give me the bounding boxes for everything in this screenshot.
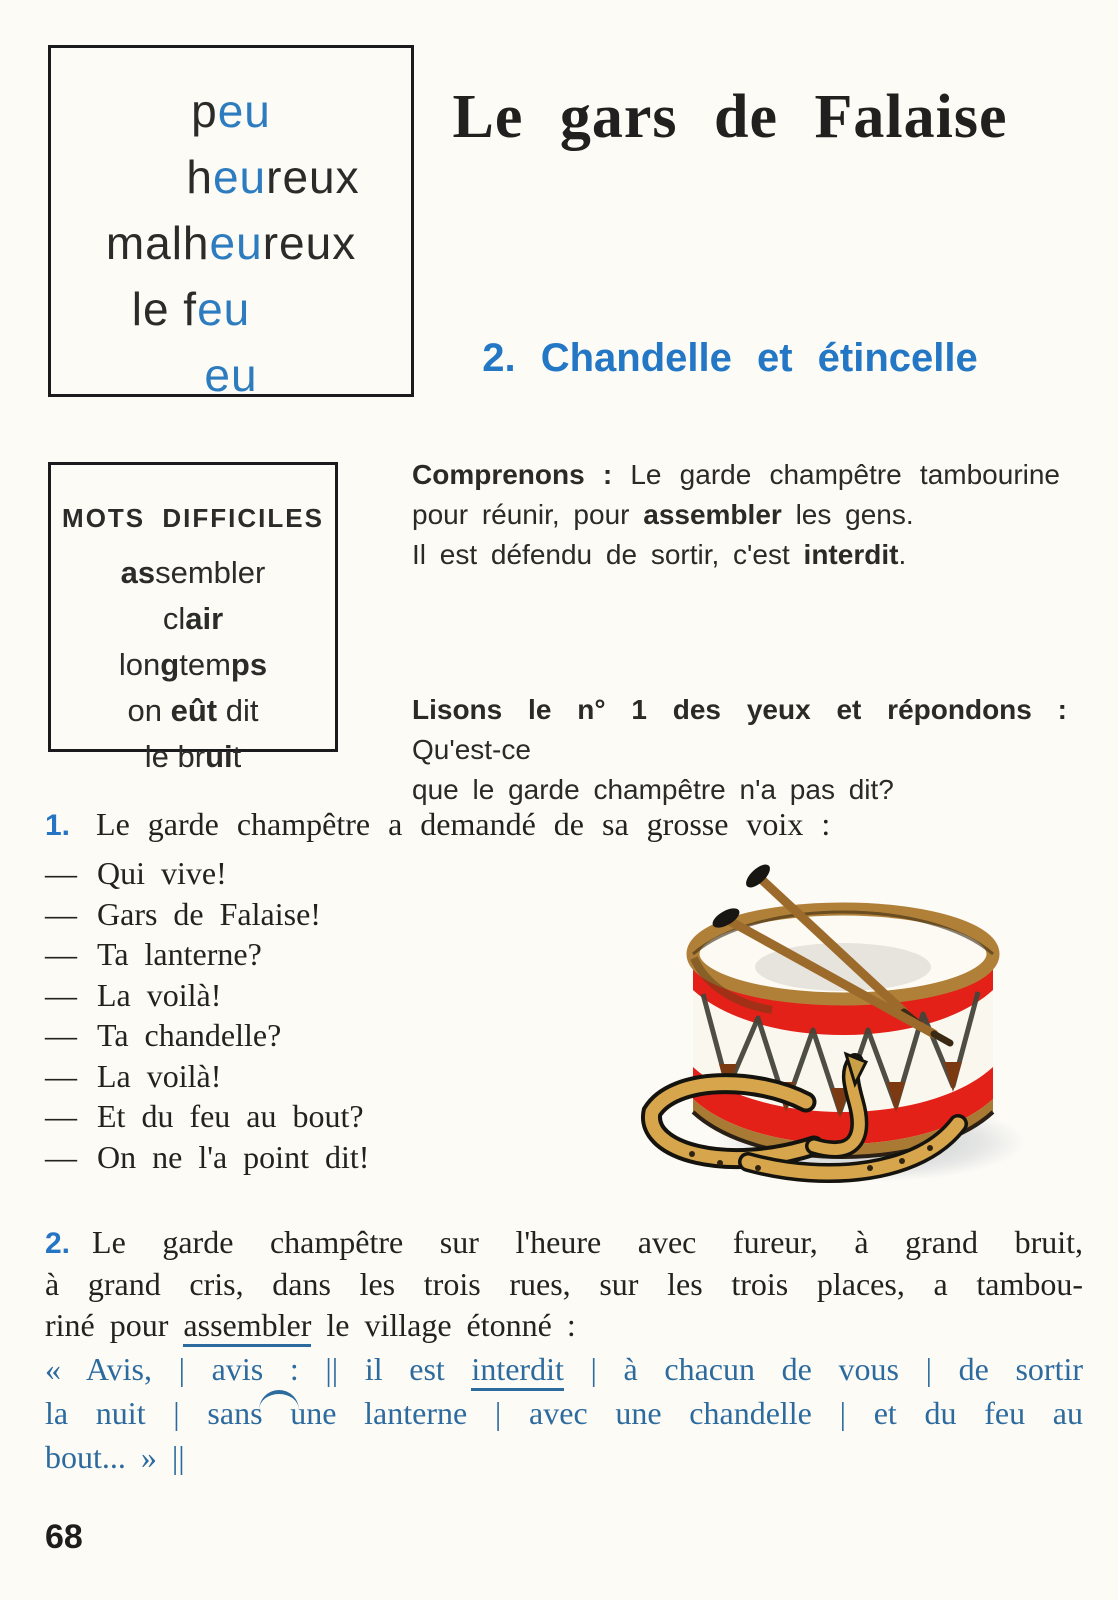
dialogue-line [45,934,369,975]
dialogue-dash: — [45,1057,77,1094]
text-line [412,690,1067,770]
text-segment: ui [205,739,233,774]
text-segment: lon [118,647,161,682]
page-number: 68 [45,1518,83,1556]
dialogue-line [45,1096,369,1137]
text-segment: . [898,539,907,570]
text-segment: reux [262,217,357,269]
lesson-heading: 2. Chandelle et étincelle [482,336,978,381]
text-segment: lanterne | avec une chandelle | et du feu au [336,1395,1084,1431]
text-segment: eu [197,283,251,335]
text-segment: Lisons le n° 1 des yeux et répondons : [412,694,1067,725]
text-segment: 2. [45,1227,71,1260]
dialogue-dash: — [45,855,77,891]
text-line [45,1305,1083,1346]
text-segment: « Avis, | avis : || il est [45,1351,472,1387]
text-segment: eu [204,349,258,401]
text-segment: Il est défendu de sortir, c'est [412,539,804,570]
text-segment: eu [212,151,267,203]
dialogue-line [45,1137,369,1178]
dialogue-dash: — [45,1138,77,1175]
page-title: Le gars de Falaise [452,82,1008,151]
text-segment: la nuit | [45,1395,208,1431]
dialogue-line [45,853,369,894]
text-line [51,734,335,780]
text-segment: assembler [643,499,782,530]
text-segment: eût [170,693,218,728]
dialogue-dash: — [45,936,77,972]
text-segment: le br [144,739,206,774]
reading-instruction [412,690,1067,810]
dialogue-text: On ne l'a point dit! [97,1138,370,1175]
text-line [51,78,411,144]
dialogue-text: Gars de Falaise! [97,895,321,932]
difficult-words-box [48,462,338,774]
comprehension-note [412,455,1060,575]
phonics-eu-box [48,45,414,401]
text-segment: interdit [803,539,899,570]
text-segment: riné pour [45,1307,184,1343]
text-segment: eu [217,85,271,137]
text-segment: dit [217,693,259,728]
text-segment: sembler [155,555,266,590]
text-segment: as [120,555,156,590]
dialogue-line [45,1056,369,1097]
text-line [412,770,1067,810]
text-line [45,1347,1083,1391]
text-segment: t [232,739,242,774]
drum-illustration [608,862,1033,1187]
dialogue-dash: — [45,895,77,932]
text-segment: que le garde champêtre n'a pas dit? [412,774,894,805]
text-line [11,276,371,342]
text-segment: Qu'est-ce [412,734,531,765]
text-line [45,1391,1083,1435]
dialogue-text: Ta lanterne? [97,936,262,972]
text-segment: bout... » || [45,1439,185,1475]
text-segment: eu [209,217,263,269]
text-segment: | à chacun de vous | de sortir [563,1351,1083,1387]
drum-image [608,862,1033,1187]
dialogue-line [45,975,369,1016]
dialogue-line [45,1015,369,1056]
dialogue-text: Qui vive! [97,855,227,891]
text-line [412,455,1060,495]
text-segment: Comprenons : [412,459,631,490]
difficult-words-list [51,550,335,780]
text-segment: Le garde champêtre sur l'heure avec fureur, à grand bruit, [92,1224,1083,1260]
text-segment: ps [230,647,268,682]
text-segment: le village étonné : [311,1307,576,1343]
text-segment: interdit [471,1351,563,1391]
text-line [93,144,453,210]
section1-heading-text: Le garde champêtre a demandé de sa grosse voix : [96,806,831,842]
dialogue-text: Et du feu au bout? [97,1098,364,1134]
text-segment: air [185,601,224,636]
text-line [412,495,1060,535]
text-line [45,1264,1083,1305]
text-line [45,1435,1083,1479]
text-segment: g [160,647,180,682]
text-segment: on [127,693,171,728]
text-segment: à grand cris, dans les trois rues, sur les trois places, a tambou- [45,1266,1083,1302]
text-segment: cl [162,601,186,636]
text-segment: les gens. [781,499,914,530]
dialogue-line [45,894,369,935]
dialogue-dash: — [45,976,77,1013]
text-line [412,535,1060,575]
dialogue-list [45,853,369,1177]
dialogue-text: La voilà! [97,976,222,1013]
text-segment: sans une [207,1395,337,1431]
dialogue-dash: — [45,1017,77,1053]
text-line [51,210,411,276]
section2-paragraph [45,1222,1083,1346]
text-line [51,642,335,688]
text-line [51,342,411,408]
text-segment: pour réunir, pour [412,499,644,530]
text-segment: p [191,85,218,137]
difficult-words-title: MOTS DIFFICILES [62,503,324,533]
text-line [51,596,335,642]
text-segment: reux [266,151,360,203]
text-segment: le f [131,283,198,335]
blue-reading-passage [45,1347,1083,1479]
text-line [51,688,335,734]
section1-heading [45,806,830,843]
text-segment: assembler [183,1307,311,1347]
text-segment: Le garde champêtre tambourine [630,459,1061,490]
dialogue-dash: — [45,1098,77,1134]
text-segment: malh [105,217,210,269]
text-line [45,1222,1083,1264]
text-line [51,550,335,596]
text-segment: tem [179,647,231,682]
dialogue-text: Ta chandelle? [97,1017,282,1053]
section1-number: 1. [45,809,71,842]
dialogue-text: La voilà! [97,1057,222,1094]
text-segment: h [186,151,213,203]
